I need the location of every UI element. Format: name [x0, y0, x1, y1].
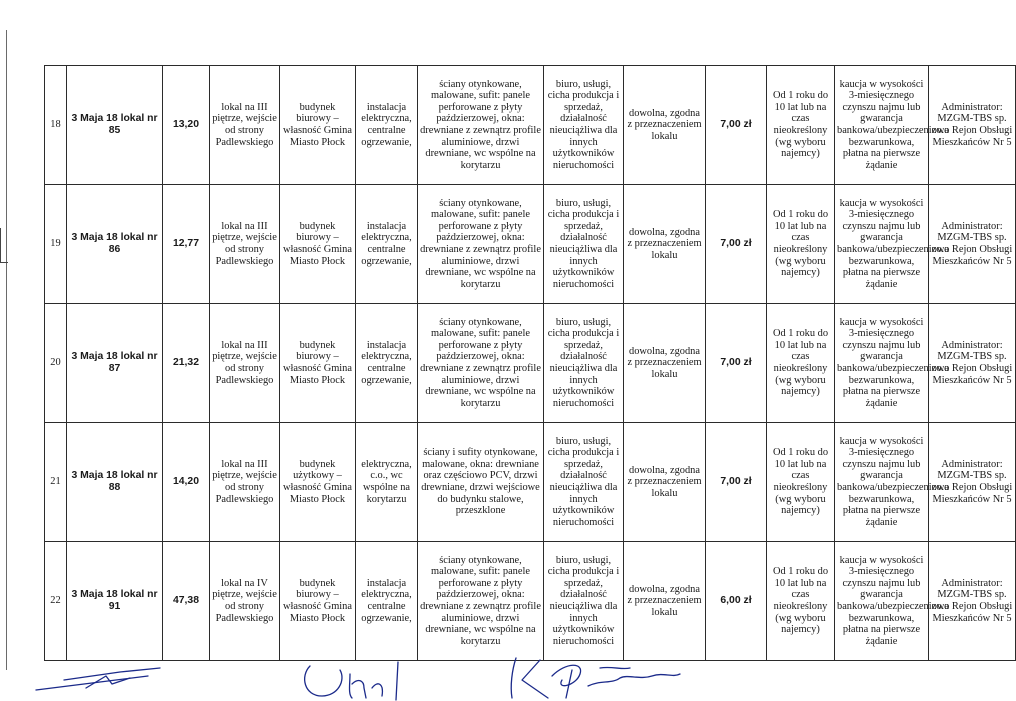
intended-use: biuro, usługi, cicha produkcja i sprzedaż, działalność nieuciążliwa dla innych użytkowników nieruchomości: [544, 304, 624, 423]
row-number: 21: [45, 423, 67, 542]
premises-area: 47,38: [163, 542, 210, 661]
use-mode: dowolna, zgodna z przeznaczeniem lokalu: [624, 66, 706, 185]
lease-term: Od 1 roku do 10 lat lub na czas nieokreślony (wg wyboru najemcy): [767, 304, 835, 423]
use-mode: dowolna, zgodna z przeznaczeniem lokalu: [624, 423, 706, 542]
lease-term: Od 1 roku do 10 lat lub na czas nieokreślony (wg wyboru najemcy): [767, 185, 835, 304]
use-mode: dowolna, zgodna z przeznaczeniem lokalu: [624, 542, 706, 661]
lease-term: Od 1 roku do 10 lat lub na czas nieokreślony (wg wyboru najemcy): [767, 66, 835, 185]
table-row: [45, 304, 1016, 423]
technical-condition: ściany otynkowane, malowane, sufit: panele perforowane z płyty paździerzowej, okna: drewniane z zewnątrz profile aluminiowe, drzwi drewniane, wc wspólne na korytarzu: [418, 542, 544, 661]
administrator: Administrator: MZGM-TBS sp. zo.o Rejon Obsługi Mieszkańców Nr 5: [929, 423, 1016, 542]
premises-address: 3 Maja 18 lokal nr 87: [67, 304, 163, 423]
row-number: 18: [45, 66, 67, 185]
building-type: budynek biurowy – własność Gmina Miasto Płock: [280, 66, 356, 185]
premises-address: 3 Maja 18 lokal nr 91: [67, 542, 163, 661]
building-type: budynek biurowy – własność Gmina Miasto Płock: [280, 304, 356, 423]
signature-area: [0, 640, 960, 701]
table-row: [45, 423, 1016, 542]
utilities: instalacja elektryczna, centralne ogrzewanie,: [356, 304, 418, 423]
row-number: 22: [45, 542, 67, 661]
premises-location: lokal na III piętrze, wejście od strony Padlewskiego: [210, 185, 280, 304]
technical-condition: ściany otynkowane, malowane, sufit: panele perforowane z płyty paździerzowej, okna: drewniane z zewnątrz profile aluminiowe, drzwi drewniane, wc wspólne na korytarzu: [418, 66, 544, 185]
signature-mark-1: [36, 668, 160, 690]
administrator: Administrator: MZGM-TBS sp. zo.o Rejon Obsługi Mieszkańców Nr 5: [929, 304, 1016, 423]
premises-area: 21,32: [163, 304, 210, 423]
rent-rate: 7,00 zł: [706, 66, 767, 185]
row-number: 19: [45, 185, 67, 304]
technical-condition: ściany i sufity otynkowane, malowane, okna: drewniane oraz częściowo PCV, drzwi drewniane, drzwi wejściowe do budynku stalowe, przeszklone: [418, 423, 544, 542]
administrator: Administrator: MZGM-TBS sp. zo.o Rejon Obsługi Mieszkańców Nr 5: [929, 542, 1016, 661]
utilities: instalacja elektryczna, centralne ogrzewanie,: [356, 542, 418, 661]
premises-area: 12,77: [163, 185, 210, 304]
technical-condition: ściany otynkowane, malowane, sufit: panele perforowane z płyty paździerzowej, okna: drewniane z zewnątrz profile aluminiowe, drzwi drewniane, wc wspólne na korytarzu: [418, 304, 544, 423]
rent-rate: 7,00 zł: [706, 304, 767, 423]
utilities: elektryczna, c.o., wc wspólne na korytarzu: [356, 423, 418, 542]
scan-margin-line: [6, 30, 7, 670]
building-type: budynek użytkowy – własność Gmina Miasto Płock: [280, 423, 356, 542]
premises-location: lokal na III piętrze, wejście od strony Padlewskiego: [210, 304, 280, 423]
administrator: Administrator: MZGM-TBS sp. zo.o Rejon Obsługi Mieszkańców Nr 5: [929, 66, 1016, 185]
intended-use: biuro, usługi, cicha produkcja i sprzedaż, działalność nieuciążliwa dla innych użytkowników nieruchomości: [544, 185, 624, 304]
table-row: [45, 185, 1016, 304]
utilities: instalacja elektryczna, centralne ogrzewanie,: [356, 66, 418, 185]
rent-rate: 7,00 zł: [706, 423, 767, 542]
property-listing-table: [44, 65, 1016, 661]
premises-area: 13,20: [163, 66, 210, 185]
signature-mark-2: [305, 662, 398, 700]
premises-location: lokal na III piętrze, wejście od strony Padlewskiego: [210, 423, 280, 542]
lease-term: Od 1 roku do 10 lat lub na czas nieokreślony (wg wyboru najemcy): [767, 542, 835, 661]
signature-mark-3: [511, 658, 680, 698]
intended-use: biuro, usługi, cicha produkcja i sprzedaż, działalność nieuciążliwa dla innych użytkowników nieruchomości: [544, 423, 624, 542]
handwritten-signatures: [0, 640, 960, 701]
use-mode: dowolna, zgodna z przeznaczeniem lokalu: [624, 304, 706, 423]
lease-term: Od 1 roku do 10 lat lub na czas nieokreślony (wg wyboru najemcy): [767, 423, 835, 542]
building-type: budynek biurowy – własność Gmina Miasto Płock: [280, 185, 356, 304]
use-mode: dowolna, zgodna z przeznaczeniem lokalu: [624, 185, 706, 304]
security-deposit: kaucja w wysokości 3-miesięcznego czynszu najmu lub gwarancja bankowa/ubezpieczeniowa bezwarunkowa, płatna na pierwsze żądanie: [835, 66, 929, 185]
premises-location: lokal na III piętrze, wejście od strony Padlewskiego: [210, 66, 280, 185]
premises-address: 3 Maja 18 lokal nr 85: [67, 66, 163, 185]
scan-margin-mark: [0, 228, 8, 263]
rent-rate: 7,00 zł: [706, 185, 767, 304]
rent-rate: 6,00 zł: [706, 542, 767, 661]
intended-use: biuro, usługi, cicha produkcja i sprzedaż, działalność nieuciążliwa dla innych użytkowników nieruchomości: [544, 66, 624, 185]
administrator: Administrator: MZGM-TBS sp. zo.o Rejon Obsługi Mieszkańców Nr 5: [929, 185, 1016, 304]
technical-condition: ściany otynkowane, malowane, sufit: panele perforowane z płyty paździerzowej, okna: drewniane z zewnątrz profile aluminiowe, drzwi drewniane, wc wspólne na korytarzu: [418, 185, 544, 304]
table-row: [45, 66, 1016, 185]
building-type: budynek biurowy – własność Gmina Miasto Płock: [280, 542, 356, 661]
premises-address: 3 Maja 18 lokal nr 86: [67, 185, 163, 304]
utilities: instalacja elektryczna, centralne ogrzewanie,: [356, 185, 418, 304]
premises-location: lokal na IV piętrze, wejście od strony Padlewskiego: [210, 542, 280, 661]
intended-use: biuro, usługi, cicha produkcja i sprzedaż, działalność nieuciążliwa dla innych użytkowników nieruchomości: [544, 542, 624, 661]
row-number: 20: [45, 304, 67, 423]
premises-area: 14,20: [163, 423, 210, 542]
security-deposit: kaucja w wysokości 3-miesięcznego czynszu najmu lub gwarancja bankowa/ubezpieczeniowa bezwarunkowa, płatna na pierwsze żądanie: [835, 423, 929, 542]
security-deposit: kaucja w wysokości 3-miesięcznego czynszu najmu lub gwarancja bankowa/ubezpieczeniowa bezwarunkowa, płatna na pierwsze żądanie: [835, 304, 929, 423]
premises-address: 3 Maja 18 lokal nr 88: [67, 423, 163, 542]
security-deposit: kaucja w wysokości 3-miesięcznego czynszu najmu lub gwarancja bankowa/ubezpieczeniowa bezwarunkowa, płatna na pierwsze żądanie: [835, 185, 929, 304]
security-deposit: kaucja w wysokości 3-miesięcznego czynszu najmu lub gwarancja bankowa/ubezpieczeniowa bezwarunkowa, płatna na pierwsze żądanie: [835, 542, 929, 661]
